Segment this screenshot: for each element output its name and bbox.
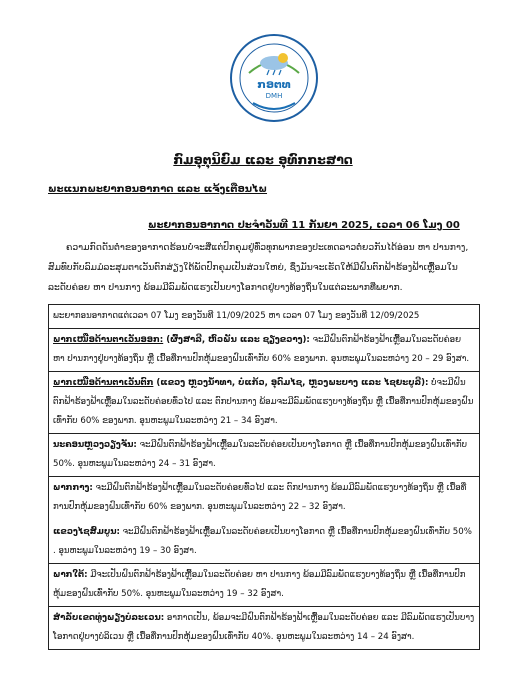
region-provinces: (ແຂວງ ຫຼວງນ້ຳທາ, ບໍ່ແກ້ວ, ອຸດົມໄຊ, ຫຼວງພະບາງ ແລະ ໄຊຍະບູລີ): — [153, 378, 429, 388]
department-title: ກົມອຸຕຸນິຍົມ ແລະ ອຸທົກກະສາດ — [173, 152, 353, 167]
table-row — [49, 606, 479, 649]
sub-region-name: ແຂວງໄຊສົມບູນ: — [53, 527, 120, 537]
table-row — [49, 476, 479, 563]
intro-paragraph — [48, 238, 478, 298]
region-name: ພາກກາງ: — [53, 483, 93, 493]
region-forecast: ຈະມີຝົນຕົກຟ້າຮ້ອງຟ້າເຫຼື້ອມໃນລະດັບຄ່ອຍເປັນບາງໂອກາດ ຫຼື ເນື້ອທີ່ການປົກຫຸ້ມຂອງຝົນເທົ່າກັບ 50%. ອຸນຫະພູມໃນລະຫວ່າງ 24 – 31 ອົງສາ. — [53, 440, 467, 469]
region-forecast: ບໍ່ຈະມີຝົນຕົກຟ້າຮ້ອງຟ້າເຫຼື້ອມໃນລະດັບຄ່ອຍທົ່ວໄປ ແລະ ຕົກປານກາງ ພ້ອມຈະມີລົມພັດແຮງບາງທ້ອງຖິ່ນ ຫຼື ເນື້ອທີ່ການປົກຫຸ້ມຂອງຝົນເທົ່າກັບ 60% ຂອງພາກ. ອຸນຫະພູມໃນລະຫວ່າງ 21 – 34 ອົງສາ. — [53, 378, 474, 426]
table-row — [49, 433, 479, 476]
sub-region-forecast: ຈະມີຝົນຕົກຟ້າຮ້ອງຟ້າເຫຼື້ອມໃນລະດັບຄ່ອຍເປັນບາງໂອກາດ ຫຼື ເນື້ອທີ່ການປົກຫຸ້ມຂອງຝົນເທົ່າກັບ 50% . ອຸນຫະພູມໃນລະຫວ່າງ 19 – 30 ອົງສາ. — [53, 527, 472, 556]
forecast-period-row — [49, 305, 479, 328]
table-row — [49, 563, 479, 606]
section-label: ພະແນກພະຍາກອນອາກາດ ແລະ ແຈ້ງເຕືອນໄພ — [48, 184, 268, 195]
region-name: ພາກໃຕ້: — [53, 570, 88, 580]
region-forecast: ຈະມີຝົນຕົກຟ້າຮ້ອງຟ້າເຫຼື້ອມໃນລະດັບຄ່ອຍ ຫາ ປານກາງຢູ່ບາງທ້ອງຖິ່ນ ຫຼື ເນື້ອທີ່ການປົກຫຸ້ມຂອງຝົນເທົ່າກັບ 60% ຂອງພາກ. ອຸນຫະພູມໃນລະຫວ່າງ 20 – 29 ອົງສາ. — [53, 335, 470, 364]
region-forecast: ອາກາດເປັນ, ພ້ອມຈະມີຝົນຕົກຟ້າຮ້ອງຟ້າເຫຼື້ອມໃນລະດັບຄ່ອຍ ແລະ ມີລົມພັດແຮງເປັນບາງໂອກາດຢູ່ບາງບໍລິເວນ ຫຼື ເນື້ອທີ່ການປົກຫຸ້ມຂອງຝົນເທົ່າກັບ 40%. ອຸນຫະພູມໃນລະຫວ່າງ 14 – 24 ອົງສາ. — [53, 613, 475, 642]
region-name: ພາກເໜືອດ້ານຕາເວັນຕົກ — [53, 378, 154, 388]
report-title: ພະຍາກອນອາກາດ ປະຈຳວັນທີ 11 ກັນຍາ 2025, ເວລາ 06 ໂມງ 00 — [148, 220, 460, 231]
region-name: ພາກເໜືອດ້ານຕາເວັນອອກ: — [53, 335, 164, 345]
logo-wordmark: ກອຕທ — [257, 78, 291, 91]
logo-abbr: DMH — [265, 92, 283, 100]
table-row — [49, 371, 479, 433]
region-forecast: ມີຈະເປັນຝົນຕົກຟ້າຮ້ອງຟ້າເຫຼື້ອມໃນລະດັບຄ່ອຍ ຫາ ປານກາງ ພ້ອມມີລົມພັດແຮງບາງທ້ອງຖິ່ນ ຫຼື ເນື້ອທີ່ການປົກຫຸ້ມຂອງຝົນເທົ່າກັບ 50%. ອຸນຫະພູມໃນລະຫວ່າງ 19 – 32 ອົງສາ. — [53, 570, 466, 599]
intro-text: ຄວາມກົດດັນຕໍ່າຂອງອາກາດຮ້ອນບໍ່ຈະສີ່ແຕ່ປົກຄຸມຢູ່ທົ່ວທຸກພາກຂອງປະເທດລາວຕໍ່ຍວກັນໄດ້ອ່ອນ ຫາ ປານກາງ, ສົມທົບກັບລົມມໍລະສຸມຕາເວັນຕົກສ່ຽງໃຕ້ພັດປົກຄຸມເປັນສ່ວນໃຫຍ່, ຊຶ່ງມັນຈະເຮັດໃຫ້ມີຝົນຕົກຟ້າຮ້ອງຟ້າເຫຼື້ອມໃນ ລະດັບຄ່ອຍ ຫາ ປານກາງ ພ້ອມມີລົມພັດແຮງເປັນບາງໂອກາດຢູ່ບາງທ້ອງຖິ່ນໃນແຕ່ລະພາກທີ່ພຍາກ. — [48, 242, 469, 293]
dmh-logo — [229, 33, 319, 123]
region-name: ນະຄອນຫຼວງວຽງຈັນ: — [53, 440, 137, 450]
region-forecast: ຈະມີຝົນຕົກຟ້າຮ້ອງຟ້າເຫຼື້ອມໃນລະດັບຄ່ອຍທົ່ວໄປ ແລະ ຕົກປານກາງ ພ້ອມມີລົມພັດແຮງບາງທ້ອງຖິ່ນ ຫຼື ເນື້ອທີ່ການປົກຫຸ້ມຂອງຝົນເທົ່າກັບ 60% ຂອງພາກ. ອຸນຫະພູມໃນລະຫວ່າງ 22 – 32 ອົງສາ. — [53, 483, 467, 512]
table-row — [49, 328, 479, 371]
region-provinces: (ຜົ້ງສາລີ, ຫົວພັນ ແລະ ຊຽງຂວາງ): — [163, 335, 310, 345]
forecast-table — [48, 304, 480, 650]
forecast-period: ພະຍາກອນອາກາດແຕ່ເວລາ 07 ໂມງ ຂອງວັນທີ 11/09/2025 ຫາ ເວລາ 07 ໂມງ ຂອງວັນທີ 12/09/2025 — [53, 311, 420, 321]
region-name: ສຳລັບເຂດທູ່ງພຽງບໍລະເວນ: — [53, 613, 165, 623]
